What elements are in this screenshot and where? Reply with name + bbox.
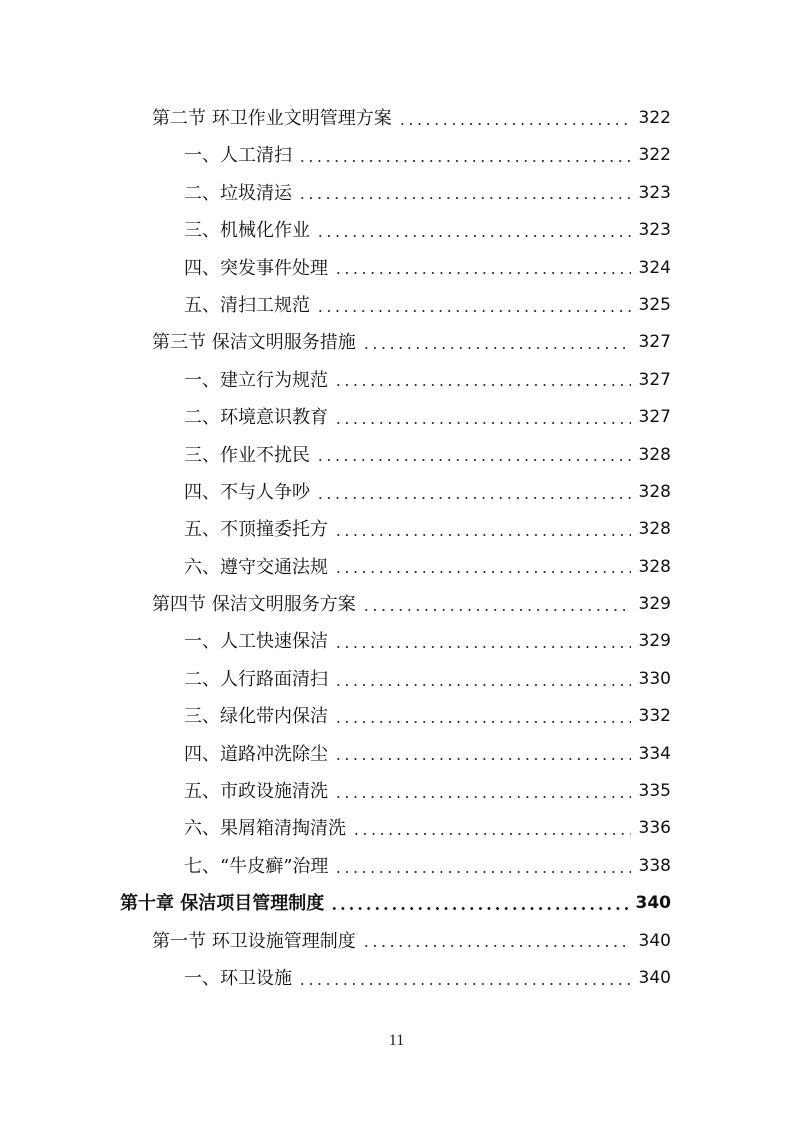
toc-dot-leader [316,459,631,461]
toc-entry-title: 七、“牛皮癣”治理 [184,855,329,877]
toc-entry-page: 328 [638,444,671,465]
toc-entry-page: 324 [638,257,671,278]
toc-entry-item[interactable] [0,848,793,885]
toc-entry-page: 340 [638,967,671,988]
toc-entry-page: 330 [638,668,671,689]
toc-dot-leader [334,871,631,873]
toc-entry-page: 332 [638,706,671,727]
toc-dot-leader [298,197,631,199]
toc-entry-page: 338 [638,855,671,876]
toc-dot-leader [334,422,631,424]
toc-entry-page: 335 [638,781,671,802]
toc-entry-item[interactable] [0,287,793,324]
toc-dot-leader [398,123,631,125]
toc-entry-title: 第一节 环卫设施管理制度 [152,930,356,952]
toc-entry-page: 328 [638,519,671,540]
toc-dot-leader [362,347,631,349]
toc-dot-leader [334,272,631,274]
toc-entry-page: 329 [638,594,671,615]
toc-entry-page: 334 [638,743,671,764]
toc-entry-page: 329 [638,631,671,652]
toc-entry-title: 一、人工快速保洁 [184,631,328,653]
toc-entry-title: 一、环卫设施 [184,967,292,989]
toc-entry-item[interactable] [0,437,793,474]
toc-dot-leader [334,758,631,760]
toc-dot-leader [316,497,631,499]
toc-dot-leader [352,833,631,835]
page-number: 11 [388,1032,405,1049]
toc-dot-leader [334,384,631,386]
toc-dot-leader [334,571,631,573]
toc-entry-title: 第四节 保洁文明服务方案 [152,594,356,616]
toc-entry-page: 340 [635,893,671,914]
toc-dot-leader [316,310,631,312]
toc-dot-leader [334,646,631,648]
toc-entry-title: 三、作业不扰民 [184,444,310,466]
toc-entry-item[interactable] [0,549,793,586]
toc-entry-title: 二、人行路面清扫 [184,668,328,690]
toc-entry-title: 二、环境意识教育 [184,407,328,429]
toc-dot-leader [334,721,631,723]
toc-entry-page: 336 [638,818,671,839]
toc-entry-item[interactable] [0,362,793,399]
toc-entry-item[interactable] [0,773,793,810]
toc-dot-leader [334,534,631,536]
toc-entry-title: 四、道路冲洗除尘 [184,743,328,765]
toc-entry-title: 四、不与人争吵 [184,481,310,503]
toc-entry-title: 第二节 环卫作业文明管理方案 [152,108,392,129]
toc-entry-page: 327 [638,369,671,390]
toc-entry-title: 五、清扫工规范 [184,294,310,316]
toc-entry-page: 322 [638,145,671,166]
toc-entry-section[interactable] [0,100,793,137]
toc-entry-title: 六、果屑箱清掏清洗 [184,818,346,840]
toc-entry-page: 322 [638,108,671,128]
toc-entry-item[interactable] [0,175,793,212]
toc-entry-item[interactable] [0,698,793,735]
table-of-contents [0,100,793,997]
toc-entry-page: 323 [638,182,671,203]
toc-entry-item[interactable] [0,212,793,249]
toc-entry-title: 五、市政设施清洗 [184,781,328,803]
toc-entry-section[interactable] [0,923,793,960]
toc-entry-item[interactable] [0,250,793,287]
toc-entry-title: 四、突发事件处理 [184,257,328,279]
toc-entry-page: 325 [638,294,671,315]
toc-entry-item[interactable] [0,736,793,773]
toc-entry-title: 三、绿化带内保洁 [184,706,328,728]
toc-entry-title: 二、垃圾清运 [184,182,292,204]
toc-entry-title: 五、不顶撞委托方 [184,519,328,541]
toc-entry-page: 323 [638,220,671,241]
toc-entry-page: 328 [638,556,671,577]
toc-entry-item[interactable] [0,399,793,436]
toc-entry-section[interactable] [0,324,793,361]
toc-entry-item[interactable] [0,137,793,174]
toc-entry-item[interactable] [0,474,793,511]
toc-dot-leader [334,796,631,798]
toc-entry-item[interactable] [0,810,793,847]
toc-entry-item[interactable] [0,623,793,660]
toc-entry-title: 六、遵守交通法规 [184,556,328,578]
toc-entry-title: 一、人工清扫 [184,145,292,167]
toc-entry-item[interactable] [0,511,793,548]
toc-dot-leader [362,945,631,947]
toc-entry-page: 327 [638,332,671,353]
toc-entry-item[interactable] [0,960,793,997]
toc-dot-leader [298,983,631,985]
toc-entry-title: 第三节 保洁文明服务措施 [152,332,356,354]
toc-dot-leader [316,235,631,237]
toc-dot-leader [330,907,629,910]
toc-entry-page: 327 [638,407,671,428]
toc-entry-title: 三、机械化作业 [184,220,310,242]
toc-entry-page: 328 [638,481,671,502]
toc-entry-title: 第十章 保洁项目管理制度 [120,893,325,915]
toc-dot-leader [362,609,631,611]
toc-dot-leader [334,684,631,686]
toc-entry-item[interactable] [0,661,793,698]
toc-dot-leader [298,160,631,162]
toc-entry-title: 一、建立行为规范 [184,369,328,391]
toc-entry-page: 340 [638,930,671,951]
toc-entry-chapter[interactable] [0,885,793,922]
toc-entry-section[interactable] [0,586,793,623]
